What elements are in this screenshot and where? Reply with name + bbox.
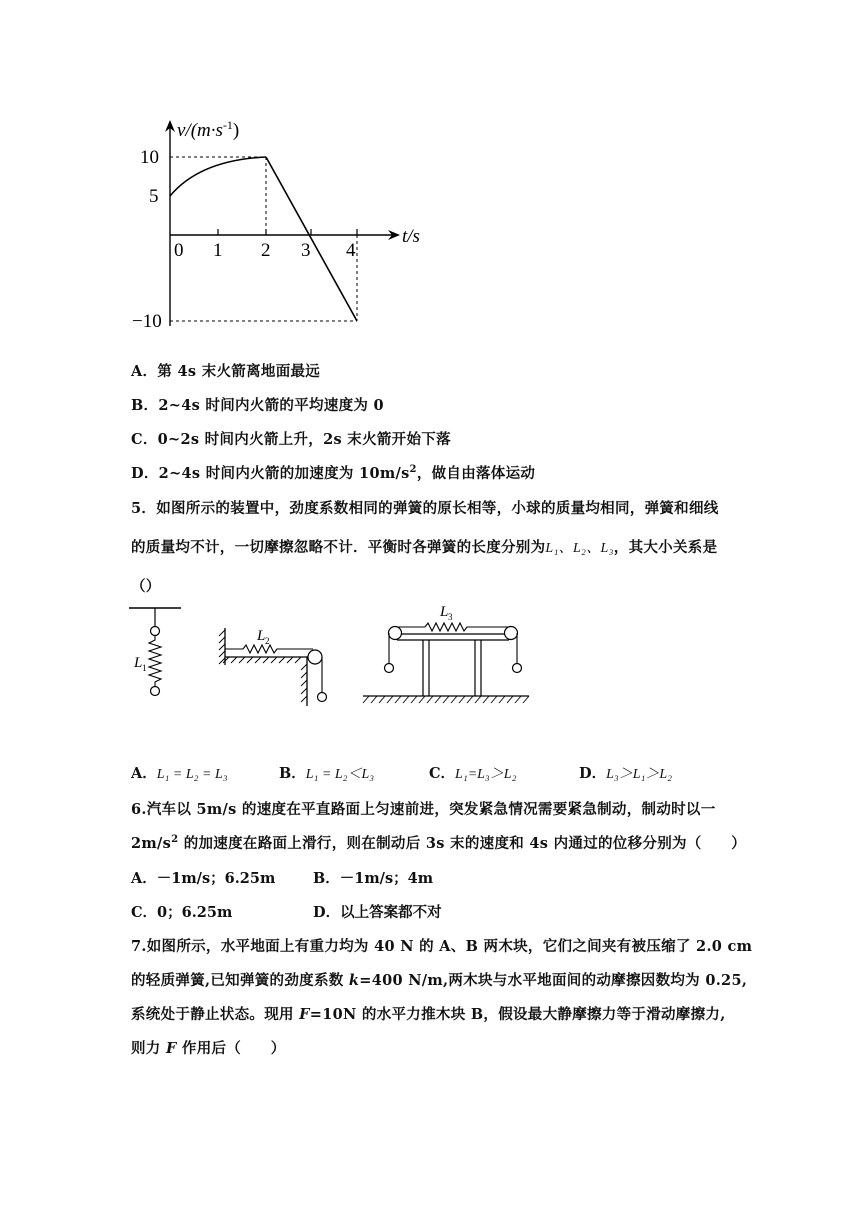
spring-apparatus-figure xyxy=(125,600,545,710)
q5-stem-line2-a: 的质量均不计，一切摩擦忽略不计．平衡时各弹簧的长度分别为 xyxy=(131,539,546,556)
q5-option-d[interactable] xyxy=(579,762,672,783)
q7-stem-line3-b: =10N 的水平力推木块 B，假设最大静摩擦力等于滑动摩擦力, xyxy=(309,1006,726,1023)
figure-1-hanging-spring xyxy=(129,608,181,696)
figure-3-table-spring xyxy=(363,604,529,703)
q7-stem-line4-b: 作用后（ ） xyxy=(176,1040,286,1057)
x-tick-1: 1 xyxy=(213,240,223,261)
y-tick-5: 5 xyxy=(149,186,159,207)
q5-option-d-expr: L₃＞L₁＞L₂ xyxy=(606,767,673,782)
q7-f-symbol: F xyxy=(299,1006,310,1023)
velocity-curve xyxy=(170,157,266,196)
q4-option-d-text: D．2~4s 时间内火箭的加速度为 10m/s xyxy=(131,465,410,482)
svg-text:L: L xyxy=(440,604,449,620)
q5-option-b-letter: B． xyxy=(279,765,306,782)
q4-option-b[interactable]: B．2~4s 时间内火箭的平均速度为 0 xyxy=(131,397,384,414)
svg-text:3: 3 xyxy=(448,612,453,622)
x-tick-0: 0 xyxy=(174,240,184,261)
q5-option-c-expr: L₁=L₃＞L₂ xyxy=(455,767,517,782)
q7-stem-line3 xyxy=(131,1003,726,1024)
q4-option-d-tail: ，做自由落体运动 xyxy=(416,465,536,482)
q5-option-d-letter: D． xyxy=(579,765,607,782)
svg-text:L: L xyxy=(257,628,266,644)
y-axis-label: $v/(m\cdot s^{-1})$ xyxy=(177,118,240,141)
q4-option-d-sup: 2 xyxy=(409,464,417,476)
q7-k-symbol: k xyxy=(348,972,360,989)
q5-option-a-expr: L₁ = L₂ = L₃ xyxy=(156,767,228,782)
x-tick-4: 4 xyxy=(346,240,356,261)
q6-option-d[interactable]: D．以上答案都不对 xyxy=(313,904,442,921)
figure-2-horizontal-spring xyxy=(219,628,327,706)
svg-text:L: L xyxy=(134,655,143,671)
q4-option-a[interactable]: A．第 4s 末火箭离地面最远 xyxy=(131,363,321,380)
x-tick-2: 2 xyxy=(261,240,271,261)
x-tick-3: 3 xyxy=(301,240,311,261)
q7-stem-line4-a: 则力 xyxy=(131,1040,166,1057)
svg-text:2: 2 xyxy=(265,636,270,646)
q5-stem-line1: 5．如图所示的装置中，劲度系数相同的弹簧的原长相等，小球的质量均相同，弹簧和细线 xyxy=(131,500,719,517)
svg-text:1: 1 xyxy=(142,663,147,673)
q6-stem-line2 xyxy=(131,832,746,853)
q6-stem-line2-b: 的加速度在路面上滑行，则在制动后 3s 末的速度和 4s 内通过的位移分别为（ ） xyxy=(178,835,747,852)
q6-option-a[interactable]: A．－1m/s；6.25m xyxy=(131,870,276,887)
y-tick-10: 10 xyxy=(140,147,159,168)
velocity-line xyxy=(266,157,357,321)
velocity-time-graph xyxy=(130,118,430,338)
q7-stem-line1: 7.如图所示，水平地面上有重力均为 40 N 的 A、B 两木块，它们之间夹有被压缩了 2.0 cm xyxy=(131,938,753,955)
q5-stem-line2-b: ，其大小关系是 xyxy=(613,539,718,556)
q6-stem-line1: 6.汽车以 5m/s 的速度在平直路面上匀速前进，突发紧急情况需要紧急制动，制动时以一 xyxy=(131,801,716,818)
q7-stem-line4 xyxy=(131,1037,286,1058)
q6-option-c[interactable]: C．0；6.25m xyxy=(131,904,233,921)
q5-option-c[interactable] xyxy=(429,762,516,783)
q5-spring-symbols: L₁、L₂、L₃ xyxy=(545,541,614,556)
q5-stem-line2 xyxy=(131,536,717,557)
y-tick-minus10: −10 xyxy=(132,311,162,332)
q5-option-c-letter: C． xyxy=(429,765,456,782)
q4-option-d[interactable] xyxy=(131,462,535,483)
q5-option-b[interactable] xyxy=(279,762,374,783)
q7-stem-line3-a: 系统处于静止状态。现用 xyxy=(131,1006,300,1023)
q4-option-c[interactable]: C．0~2s 时间内火箭上升，2s 末火箭开始下落 xyxy=(131,431,451,448)
q6-stem-line2-sup: 2 xyxy=(171,834,179,846)
q5-option-a-letter: A． xyxy=(131,765,157,782)
q5-option-b-expr: L₁ = L₂＜L₃ xyxy=(305,767,375,782)
q6-stem-line2-a: 2m/s xyxy=(131,835,172,852)
q7-stem-line2-a: 的轻质弹簧,已知弹簧的劲度系数 xyxy=(131,972,349,989)
q6-option-b[interactable]: B．－1m/s；4m xyxy=(313,870,434,887)
q7-stem-line2 xyxy=(131,969,747,990)
x-axis-label: t/s xyxy=(402,226,420,247)
q5-stem-line3: （） xyxy=(131,578,161,595)
q7-stem-line2-b: =400 N/m,两木块与水平地面间的动摩擦因数均为 0.25, xyxy=(359,972,748,989)
q7-f-symbol-2: F xyxy=(165,1040,177,1057)
q5-option-a[interactable] xyxy=(131,762,228,783)
